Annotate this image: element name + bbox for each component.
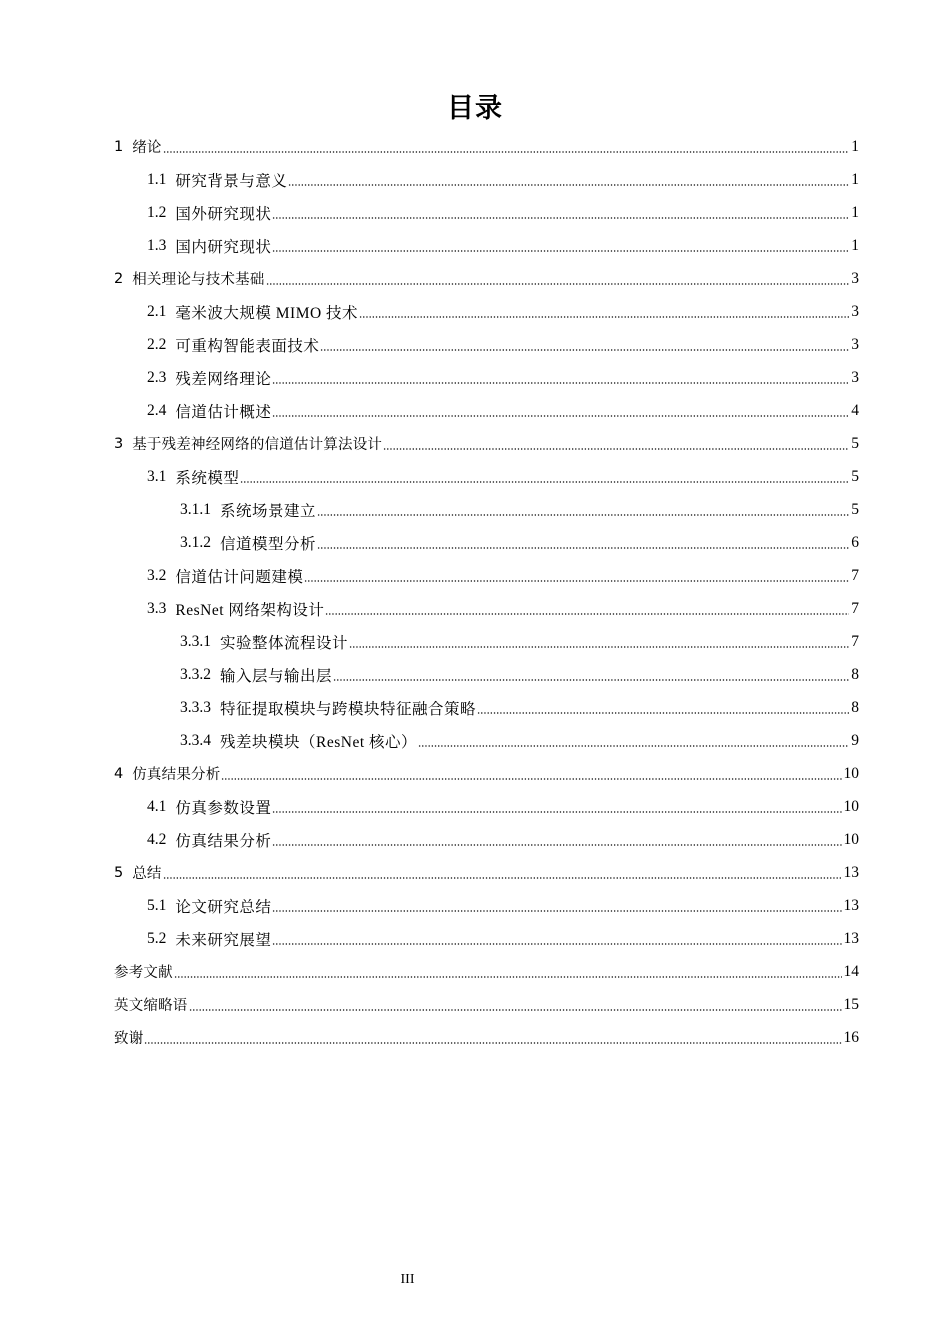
toc-dot-leader <box>163 877 842 879</box>
toc-entry-title: 总结 <box>132 866 162 882</box>
toc-entry-title: 国外研究现状 <box>175 205 272 223</box>
toc-entry-title: 输入层与输出层 <box>220 667 333 685</box>
toc-dot-leader <box>189 1009 842 1011</box>
toc-dot-leader <box>266 283 850 285</box>
toc-entry-page: 14 <box>843 962 859 980</box>
toc-entry-page: 3 <box>851 368 859 386</box>
toc-dot-leader <box>317 547 849 549</box>
toc-entry-title: 系统场景建立 <box>220 502 317 520</box>
toc-dot-leader <box>144 1042 841 1044</box>
toc-entry[interactable] <box>180 658 859 691</box>
toc-entry-page: 13 <box>843 896 859 914</box>
toc-dot-leader <box>272 910 841 912</box>
toc-entry[interactable] <box>147 790 859 823</box>
toc-entry-title: 仿真结果分析 <box>132 767 221 783</box>
toc-entry[interactable] <box>147 559 859 592</box>
toc-entry[interactable] <box>114 262 859 295</box>
toc-entry[interactable] <box>147 394 859 427</box>
toc-entry-number: 3.3.1 <box>180 632 211 650</box>
toc-dot-leader <box>272 250 849 252</box>
toc-entry-number: 3.3.2 <box>180 665 211 683</box>
toc-dot-leader <box>174 976 842 978</box>
toc-dot-leader <box>477 712 849 714</box>
toc-entry-page: 13 <box>843 929 859 947</box>
toc-entry-page: 15 <box>843 995 859 1013</box>
toc-entry-number: 2.1 <box>147 302 167 320</box>
toc-entry-page: 1 <box>851 203 859 221</box>
toc-entry-number: 5.1 <box>147 896 167 914</box>
toc-entry[interactable] <box>147 460 859 493</box>
toc-dot-leader <box>240 481 849 483</box>
toc-entry[interactable] <box>147 328 859 361</box>
toc-entry-page: 3 <box>851 335 859 353</box>
toc-entry-title: 仿真参数设置 <box>175 799 272 817</box>
toc-dot-leader <box>272 217 849 219</box>
toc-entry-number: 3.3.3 <box>180 698 211 716</box>
toc-entry-number: 2 <box>114 270 124 287</box>
toc-entry-title: 致谢 <box>114 1031 144 1047</box>
toc-entry-page: 10 <box>843 764 859 782</box>
toc-entry-number: 1.2 <box>147 203 167 221</box>
toc-dot-leader <box>333 679 849 681</box>
toc-entry[interactable] <box>147 922 859 955</box>
toc-entry-number: 3.1 <box>147 467 167 485</box>
toc-entry-title: ResNet 网络架构设计 <box>175 601 325 619</box>
toc-entry[interactable] <box>180 724 859 757</box>
toc-entry-page: 1 <box>851 236 859 254</box>
toc-dot-leader <box>359 316 849 318</box>
toc-entry[interactable] <box>180 493 859 526</box>
toc-entry-number: 3 <box>114 435 124 452</box>
toc-entry[interactable] <box>114 130 859 163</box>
toc-entry-title: 参考文献 <box>114 965 173 981</box>
toc-entry-number: 2.4 <box>147 401 167 419</box>
page-title: 目录 <box>447 93 503 124</box>
toc-entry[interactable] <box>180 691 859 724</box>
toc-entry[interactable] <box>114 955 859 988</box>
toc-dot-leader <box>418 745 849 747</box>
toc-entry-number: 3.1.2 <box>180 533 211 551</box>
toc-entry-number: 3.1.1 <box>180 500 211 518</box>
toc-entry-title: 信道估计概述 <box>175 403 272 421</box>
toc-entry-number: 5.2 <box>147 929 167 947</box>
toc-entry-title: 信道估计问题建模 <box>175 568 304 586</box>
toc-dot-leader <box>304 580 849 582</box>
toc-entry-title: 信道模型分析 <box>220 535 317 553</box>
toc-entry-page: 7 <box>851 566 859 584</box>
toc-entry-number: 1.3 <box>147 236 167 254</box>
toc-entry-page: 13 <box>843 863 859 881</box>
toc-entry[interactable] <box>147 229 859 262</box>
toc-entry[interactable] <box>147 889 859 922</box>
toc-entry[interactable] <box>114 988 859 1021</box>
toc-entry-title: 可重构智能表面技术 <box>175 337 320 355</box>
toc-entry-title: 仿真结果分析 <box>175 832 272 850</box>
toc-entry-page: 10 <box>843 797 859 815</box>
toc-entry[interactable] <box>147 592 859 625</box>
toc-entry-number: 2.2 <box>147 335 167 353</box>
toc-entry-number: 1.1 <box>147 170 167 188</box>
toc-entry-title: 残差块模块（ResNet 核心） <box>220 733 418 751</box>
toc-dot-leader <box>163 151 850 153</box>
toc-entry-page: 1 <box>851 170 859 188</box>
toc-entry-page: 16 <box>843 1028 859 1046</box>
toc-entry-page: 9 <box>851 731 859 749</box>
toc-entry-title: 国内研究现状 <box>175 238 272 256</box>
toc-dot-leader <box>272 811 841 813</box>
toc-entry-page: 7 <box>851 599 859 617</box>
toc-entry-page: 5 <box>851 434 859 452</box>
toc-entry-number: 5 <box>114 864 124 881</box>
toc-entry-page: 3 <box>851 269 859 287</box>
toc-entry-title: 未来研究展望 <box>175 931 272 949</box>
toc-entry-number: 4.1 <box>147 797 167 815</box>
toc-entry-title: 相关理论与技术基础 <box>132 272 265 288</box>
toc-entry[interactable] <box>114 856 859 889</box>
toc-entry[interactable] <box>180 526 859 559</box>
toc-entry-title: 基于残差神经网络的信道估计算法设计 <box>132 437 383 453</box>
toc-dot-leader <box>349 646 849 648</box>
toc-entry-title: 实验整体流程设计 <box>220 634 349 652</box>
toc-dot-leader <box>317 514 849 516</box>
toc-entry-title: 论文研究总结 <box>175 898 272 916</box>
toc-entry[interactable] <box>114 427 859 460</box>
toc-entry-page: 8 <box>851 698 859 716</box>
toc-entry[interactable] <box>147 823 859 856</box>
toc-entry-title: 毫米波大规模 MIMO 技术 <box>175 304 359 322</box>
toc-dot-leader <box>272 415 849 417</box>
toc-entry-page: 5 <box>851 467 859 485</box>
toc-entry-page: 3 <box>851 302 859 320</box>
toc-entry[interactable] <box>147 163 859 196</box>
toc-entry[interactable] <box>147 361 859 394</box>
toc-entry-page: 1 <box>851 137 859 155</box>
toc-entry[interactable] <box>180 625 859 658</box>
toc-entry-page: 10 <box>843 830 859 848</box>
toc-entry[interactable] <box>114 1021 859 1054</box>
toc-entry-page: 7 <box>851 632 859 650</box>
toc-dot-leader <box>221 778 841 780</box>
toc-entry-number: 3.2 <box>147 566 167 584</box>
toc-entry-page: 6 <box>851 533 859 551</box>
toc-entry-title: 英文缩略语 <box>114 998 188 1014</box>
toc-entry-title: 特征提取模块与跨模块特征融合策略 <box>220 700 477 718</box>
toc-dot-leader <box>320 349 849 351</box>
toc-dot-leader <box>272 382 849 384</box>
toc-dot-leader <box>383 448 849 450</box>
page-number-footer: III <box>400 1272 415 1287</box>
toc-entry-number: 2.3 <box>147 368 167 386</box>
toc-dot-leader <box>325 613 849 615</box>
toc-dot-leader <box>272 844 841 846</box>
toc-entry-title: 绪论 <box>132 140 162 156</box>
toc-entry-number: 3.3 <box>147 599 167 617</box>
toc-entry-page: 8 <box>851 665 859 683</box>
toc-dot-leader <box>288 184 849 186</box>
toc-entry-number: 4 <box>114 765 124 782</box>
toc-entry-title: 研究背景与意义 <box>175 172 288 190</box>
toc-entry[interactable] <box>147 295 859 328</box>
toc-entry[interactable] <box>147 196 859 229</box>
toc-entry-title: 系统模型 <box>175 469 240 487</box>
toc-entry-number: 4.2 <box>147 830 167 848</box>
toc-entry-page: 4 <box>851 401 859 419</box>
toc-entry-page: 5 <box>851 500 859 518</box>
toc-dot-leader <box>272 943 841 945</box>
toc-entry-title: 残差网络理论 <box>175 370 272 388</box>
toc-entry[interactable] <box>114 757 859 790</box>
toc-entry-number: 3.3.4 <box>180 731 211 749</box>
toc-entry-number: 1 <box>114 138 124 155</box>
